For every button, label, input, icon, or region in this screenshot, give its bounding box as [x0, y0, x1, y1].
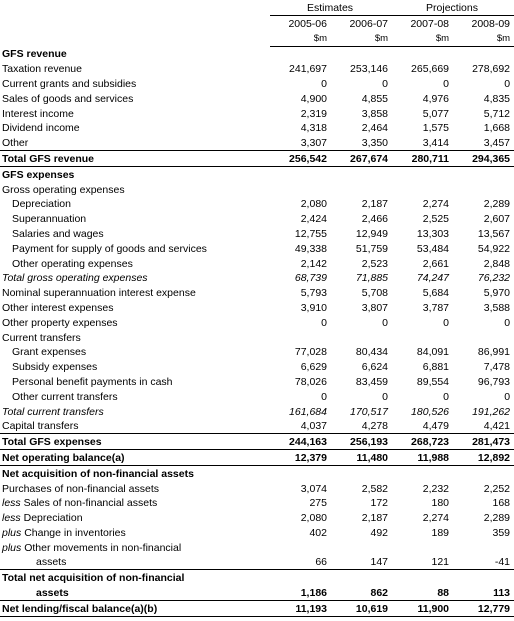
- cell-value: 147: [370, 556, 389, 569]
- cell-value: 11,480: [331, 450, 392, 466]
- row-label: Other property expenses: [2, 316, 118, 329]
- cell-value: 2,523: [361, 257, 389, 270]
- cell-value: 2,582: [361, 482, 389, 495]
- table-row: [0, 374, 514, 389]
- cell-value: 3,307: [300, 137, 327, 150]
- section-net-acquisition: Net acquisition of non-financial assets: [2, 467, 194, 480]
- cell-value: 13,303: [416, 227, 450, 240]
- table-row: [0, 496, 514, 511]
- year-header: 2008-09: [471, 17, 511, 30]
- row-label: Total GFS expenses: [0, 434, 270, 450]
- cell-value: 6,629: [300, 361, 327, 374]
- cell-value: 53,484: [416, 242, 450, 255]
- cell-value: 3,074: [300, 482, 327, 495]
- unit-header: $m: [435, 32, 450, 44]
- year-header: 2007-08: [410, 17, 450, 30]
- row-label: Sales of goods and services: [2, 92, 134, 105]
- total-row: [0, 434, 514, 450]
- cell-value: 3,787: [422, 301, 450, 314]
- subsection-row: [0, 182, 514, 197]
- table-row: [0, 61, 514, 76]
- cell-value: 4,855: [361, 92, 389, 105]
- section-gfs-revenue: GFS revenue: [2, 48, 67, 61]
- total-row: [0, 601, 514, 617]
- row-label: Gross operating expenses: [2, 183, 125, 196]
- cell-value: 0: [443, 390, 450, 403]
- cell-value: 5,684: [422, 287, 450, 300]
- cell-value: 2,080: [300, 198, 327, 211]
- table-row: [0, 315, 514, 330]
- row-label: Sales of non-financial assets: [23, 497, 158, 510]
- cell-value: 121: [431, 556, 450, 569]
- cell-value: 2,466: [361, 213, 389, 226]
- row-label: Total net acquisition of non-financial: [0, 570, 514, 585]
- cell-value: 4,421: [483, 420, 511, 433]
- cell-value: 71,885: [355, 272, 389, 285]
- cell-value: 4,278: [361, 420, 389, 433]
- cell-value: 0: [504, 390, 511, 403]
- cell-value: 86,991: [477, 346, 511, 359]
- cell-value: 83,459: [355, 375, 389, 388]
- table-row: [0, 285, 514, 300]
- cell-value: 2,464: [361, 122, 389, 135]
- cell-value: 5,708: [361, 287, 389, 300]
- cell-value: 5,077: [422, 107, 450, 120]
- cell-value: 244,163: [270, 434, 331, 450]
- subsection-row: [0, 330, 514, 345]
- cell-value: 4,037: [300, 420, 327, 433]
- row-label: Net lending/fiscal balance(a)(b): [0, 601, 270, 617]
- cell-value: 3,414: [422, 137, 450, 150]
- cell-value: 3,858: [361, 107, 389, 120]
- row-label: Purchases of non-financial assets: [2, 482, 160, 495]
- cell-value: 267,674: [331, 151, 392, 167]
- header-unit-row: [0, 31, 514, 47]
- cell-value: 3,910: [300, 301, 327, 314]
- row-label: Change in inventories: [24, 526, 126, 539]
- cell-value: 0: [443, 316, 450, 329]
- section-header-row: [0, 465, 514, 480]
- row-label: Current transfers: [2, 331, 81, 344]
- cell-value: 2,187: [361, 198, 389, 211]
- cell-value: 168: [492, 497, 511, 510]
- cell-value: 0: [382, 316, 389, 329]
- cell-value: 2,252: [483, 482, 511, 495]
- cell-value: 66: [315, 556, 327, 569]
- cell-value: 191,262: [472, 405, 511, 418]
- cell-value: 13,567: [477, 227, 511, 240]
- cell-value: 280,711: [392, 151, 453, 167]
- row-label: Other interest expenses: [2, 301, 114, 314]
- table-row: [0, 525, 514, 540]
- cell-value: 4,835: [483, 92, 511, 105]
- cell-value: 0: [321, 390, 327, 403]
- cell-value: 3,807: [361, 301, 389, 314]
- section-gfs-expenses: GFS expenses: [2, 168, 75, 181]
- cell-value: 359: [492, 526, 511, 539]
- cell-value: 0: [382, 390, 389, 403]
- cell-value: 1,186: [270, 585, 331, 600]
- row-label: Depreciation: [23, 512, 83, 525]
- cell-value: 0: [504, 316, 511, 329]
- cell-value: 4,900: [300, 92, 327, 105]
- cell-value: 256,542: [270, 151, 331, 167]
- table-row: [0, 241, 514, 256]
- row-label-continued: assets: [36, 556, 67, 569]
- row-prefix: plus: [2, 541, 22, 554]
- cell-value: 7,478: [483, 361, 511, 374]
- row-label: Total gross operating expenses: [2, 272, 148, 285]
- row-label: Depreciation: [12, 198, 71, 211]
- cell-value: 268,723: [392, 434, 453, 450]
- cell-value: 2,525: [422, 213, 450, 226]
- section-header-row: [0, 46, 514, 61]
- cell-value: 0: [443, 77, 450, 90]
- row-label: Other: [2, 137, 29, 150]
- cell-value: 88: [392, 585, 453, 600]
- row-prefix: less: [2, 512, 21, 525]
- table-row: [0, 121, 514, 136]
- year-header: 2005-06: [288, 17, 327, 30]
- cell-value: 2,232: [422, 482, 450, 495]
- cell-value: 2,289: [483, 512, 511, 525]
- header-projections: Projections: [392, 0, 514, 15]
- cell-value: 5,712: [483, 107, 511, 120]
- row-label: Personal benefit payments in cash: [12, 375, 173, 388]
- cell-value: 275: [309, 497, 327, 510]
- row-label: Capital transfers: [2, 420, 79, 433]
- cell-value: 241,697: [289, 63, 327, 76]
- cell-value: 74,247: [416, 272, 450, 285]
- row-label-continued: assets: [0, 585, 270, 600]
- row-prefix: less: [2, 497, 21, 510]
- cell-value: 180,526: [411, 405, 450, 418]
- cell-value: 78,026: [294, 375, 327, 388]
- cell-value: 5,793: [300, 287, 327, 300]
- row-label: Other operating expenses: [12, 257, 133, 270]
- table-row: [0, 345, 514, 360]
- row-label: Nominal superannuation interest expense: [2, 287, 196, 300]
- row-label: Salaries and wages: [12, 227, 104, 240]
- cell-value: 3,350: [361, 137, 389, 150]
- row-label: Other movements in non-financial: [24, 541, 182, 554]
- row-label: Dividend income: [2, 122, 80, 135]
- cell-value: 3,588: [483, 301, 511, 314]
- unit-header: $m: [496, 32, 511, 44]
- cell-value: 6,881: [422, 361, 450, 374]
- cell-value: 76,232: [477, 272, 511, 285]
- cell-value: 492: [370, 526, 389, 539]
- total-row: [0, 151, 514, 167]
- cell-value: 11,900: [392, 601, 453, 617]
- cell-value: 0: [321, 77, 327, 90]
- cell-value: 402: [309, 526, 327, 539]
- header-estimates: Estimates: [270, 0, 392, 15]
- cell-value: 113: [453, 585, 514, 600]
- cell-value: 253,146: [350, 63, 389, 76]
- row-label: Interest income: [2, 107, 74, 120]
- cell-value: 281,473: [453, 434, 514, 450]
- table-row: [0, 106, 514, 121]
- cell-value: 862: [331, 585, 392, 600]
- table-row: [0, 76, 514, 91]
- cell-value: 2,080: [300, 512, 327, 525]
- row-label: Total GFS revenue: [0, 151, 270, 167]
- cell-value: 170,517: [350, 405, 389, 418]
- cell-value: 12,892: [453, 450, 514, 466]
- cell-value: 2,142: [300, 257, 327, 270]
- cell-value: 172: [370, 497, 389, 510]
- cell-value: 51,759: [355, 242, 389, 255]
- cell-value: 2,274: [422, 198, 450, 211]
- cell-value: 4,479: [422, 420, 450, 433]
- row-label: Total current transfers: [2, 405, 104, 418]
- cell-value: 1,575: [422, 122, 450, 135]
- cell-value: 189: [431, 526, 450, 539]
- cell-value: 0: [382, 77, 389, 90]
- row-label: Taxation revenue: [2, 63, 82, 76]
- cell-value: 0: [321, 316, 327, 329]
- year-header: 2006-07: [349, 17, 389, 30]
- cell-value: 2,187: [361, 512, 389, 525]
- table-row: [0, 419, 514, 434]
- cell-value: 2,848: [483, 257, 511, 270]
- cell-value: 2,289: [483, 198, 511, 211]
- cell-value: 1,668: [483, 122, 511, 135]
- cell-value: 11,193: [270, 601, 331, 617]
- table-row: [0, 91, 514, 106]
- table-row: [0, 197, 514, 212]
- table-row: [0, 389, 514, 404]
- cell-value: 180: [431, 497, 450, 510]
- cell-value: 12,379: [270, 450, 331, 466]
- cell-value: 2,424: [300, 213, 327, 226]
- row-label: Current grants and subsidies: [2, 77, 137, 90]
- cell-value: 11,988: [392, 450, 453, 466]
- row-prefix: plus: [2, 526, 22, 539]
- cell-value: 68,739: [294, 272, 327, 285]
- subtotal-row: [0, 404, 514, 419]
- section-header-row: [0, 166, 514, 181]
- cell-value: 6,624: [361, 361, 389, 374]
- table-row: [0, 256, 514, 271]
- cell-value: 278,692: [472, 63, 511, 76]
- total-row-part: [0, 570, 514, 585]
- row-label: Grant expenses: [12, 346, 87, 359]
- cell-value: 2,274: [422, 512, 450, 525]
- cell-value: 2,607: [483, 213, 511, 226]
- row-label: Other current transfers: [12, 390, 118, 403]
- cell-value: 77,028: [294, 346, 327, 359]
- cell-value: 80,434: [355, 346, 389, 359]
- table-row: [0, 211, 514, 226]
- row-label: Subsidy expenses: [12, 361, 98, 374]
- row-label: Payment for supply of goods and services: [12, 242, 207, 255]
- cell-value: 10,619: [331, 601, 392, 617]
- header-group-row: [0, 0, 514, 15]
- cell-value: 161,684: [289, 405, 327, 418]
- cell-value: 265,669: [411, 63, 450, 76]
- table-row: [0, 481, 514, 496]
- table-row: [0, 135, 514, 150]
- table-row: [0, 226, 514, 241]
- cell-value: 84,091: [416, 346, 450, 359]
- table-row-continued: [0, 555, 514, 570]
- table-row: [0, 359, 514, 374]
- cell-value: 2,661: [422, 257, 450, 270]
- cell-value: 2,319: [300, 107, 327, 120]
- row-label: Superannuation: [12, 213, 87, 226]
- cell-value: 4,318: [300, 122, 327, 135]
- total-row-continued: [0, 585, 514, 600]
- cell-value: 96,793: [477, 375, 511, 388]
- cell-value: -41: [494, 556, 511, 569]
- table-row: [0, 540, 514, 555]
- cell-value: 5,970: [483, 287, 511, 300]
- cell-value: 0: [504, 77, 511, 90]
- cell-value: 12,949: [355, 227, 389, 240]
- subtotal-row: [0, 271, 514, 286]
- cell-value: 49,338: [294, 242, 327, 255]
- cell-value: 54,922: [477, 242, 511, 255]
- cell-value: 294,365: [453, 151, 514, 167]
- cell-value: 3,457: [483, 137, 511, 150]
- row-label: Net operating balance(a): [0, 450, 270, 466]
- cell-value: 256,193: [331, 434, 392, 450]
- table-row: [0, 510, 514, 525]
- unit-header: $m: [313, 32, 327, 44]
- cell-value: 12,755: [294, 227, 327, 240]
- total-row: [0, 450, 514, 466]
- header-year-row: [0, 15, 514, 30]
- cell-value: 12,779: [453, 601, 514, 617]
- cell-value: 4,976: [422, 92, 450, 105]
- table-row: [0, 300, 514, 315]
- unit-header: $m: [374, 32, 389, 44]
- cell-value: 89,554: [416, 375, 450, 388]
